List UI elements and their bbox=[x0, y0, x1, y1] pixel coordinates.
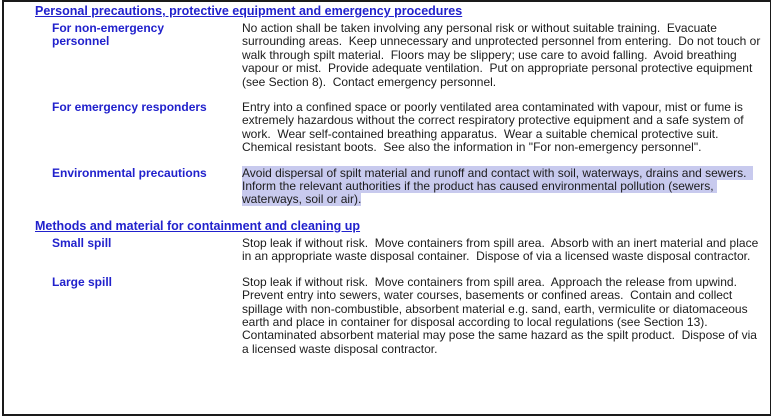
row-large-spill bbox=[52, 276, 770, 356]
row-small-spill bbox=[52, 237, 770, 264]
body-text: Entry into a confined space or poorly ventilated area contaminated with vapour, mist or fume is extremely hazardous without the correct respiratory protective equipment and a safe system of work. Wear self-contained breathing apparatus. Wear a suitable chemical protective suit. Chemical resistant boots. See also the information in "For non-emergency personnel". bbox=[242, 100, 747, 155]
row-text bbox=[242, 101, 766, 155]
body-text: No action shall be taken involving any personal risk or without suitable training. Evacuate surrounding areas. Keep unnecessary and unprotected personnel from entering. Do not touch or walk through spilt material. Floors may be slippery; use care to avoid falling. Avoid breathing vapour or mist. Provide adequate ventilation. Put on appropriate personal protective equipment (see Section 8). Contact emergency personnel. bbox=[242, 21, 764, 89]
row-for-non-emergency-personnel bbox=[52, 22, 770, 89]
row-label: Large spill bbox=[52, 274, 113, 289]
row-text bbox=[242, 22, 766, 89]
row-text bbox=[242, 237, 766, 264]
row-label: Environmental precautions bbox=[52, 165, 207, 180]
row-text bbox=[242, 276, 766, 356]
section-heading-personal-precautions: Personal precautions, protective equipment and emergency procedures bbox=[35, 4, 463, 18]
row-for-emergency-responders bbox=[52, 101, 770, 155]
highlighted-selection-text: Avoid dispersal of spilt material and runoff and contact with soil, waterways, drains and sewers. Inform the relevant authorities if the product has caused environmental pollution (sewers, waterways, soil or air). bbox=[242, 165, 754, 207]
document-content bbox=[4, 2, 770, 356]
row-label: For non-emergency personnel bbox=[52, 21, 165, 49]
row-label: For emergency responders bbox=[52, 100, 207, 115]
section-heading-methods-and-material: Methods and material for containment and cleaning up bbox=[35, 218, 361, 233]
row-text bbox=[242, 167, 766, 207]
body-text: Stop leak if without risk. Move containers from spill area. Absorb with an inert material and place in an appropriate waste disposal container. Dispose of via a licensed waste disposal contractor. bbox=[242, 235, 762, 264]
document-frame bbox=[2, 0, 771, 416]
body-text: Stop leak if without risk. Move containers from spill area. Approach the release from upwind. Prevent entry into sewers, water courses, basements or confined areas. Contain and collect spillage with non-combustible, absorbent material e.g. sand, earth, vermiculite or diatomaceous earth and place in container for disposal according to local regulations (see Section 13). Contaminated absorbent material may pose the same hazard as the spilt product. Dispose of via a licensed waste disposal contractor. bbox=[242, 274, 761, 356]
row-environmental-precautions bbox=[52, 167, 770, 207]
row-label: Small spill bbox=[52, 235, 112, 250]
